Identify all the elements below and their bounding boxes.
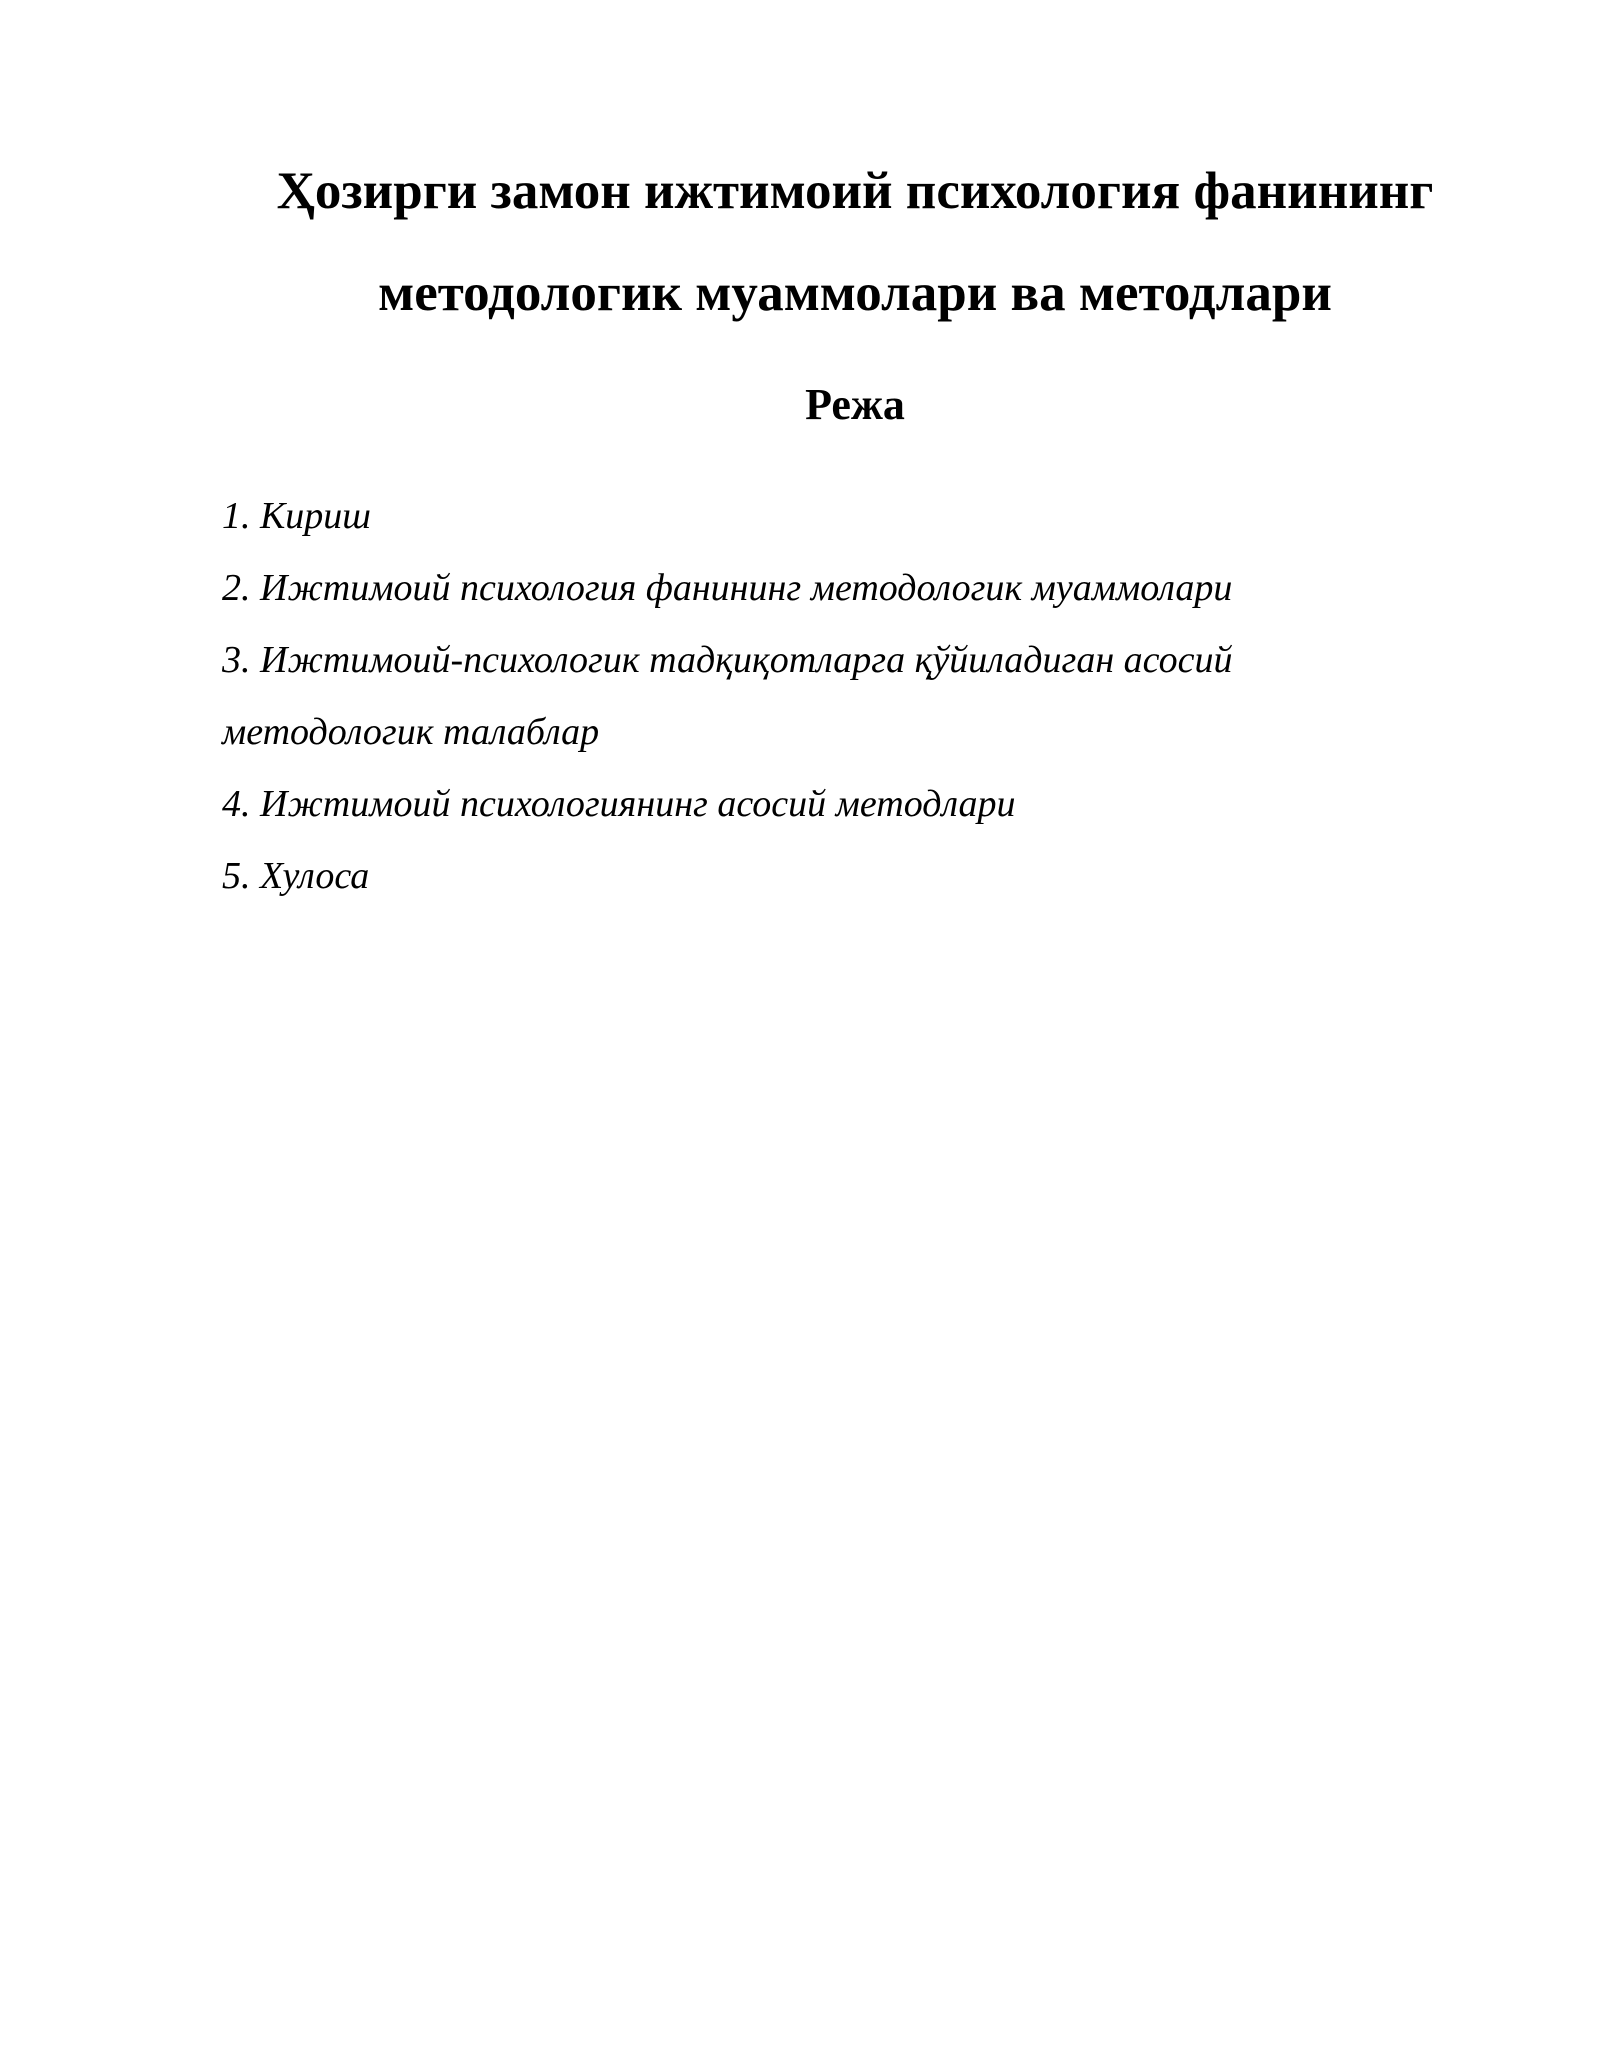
plan-item-1: 1. Кириш — [222, 495, 371, 537]
plan-item-2: 2. Ижтимоий психология фанининг методологик муаммолари — [222, 567, 1233, 609]
title-line-2: методологик муаммолари ва методлари — [378, 264, 1332, 322]
document-title — [210, 140, 1500, 344]
plan-list — [222, 480, 1422, 912]
plan-item-5: 5. Хулоса — [222, 855, 370, 897]
plan-heading: Режа — [805, 380, 905, 429]
title-line-1: Ҳозирги замон ижтимоий психология фанининг — [276, 162, 1434, 220]
plan-item-3: 3. Ижтимоий-психологик тадқиқотларга қўйиладиган асосий — [222, 639, 1233, 681]
plan-item-4: 4. Ижтимоий психологиянинг асосий методлари — [222, 783, 1016, 825]
plan-item-3-continued: методологик талаблар — [222, 711, 600, 753]
